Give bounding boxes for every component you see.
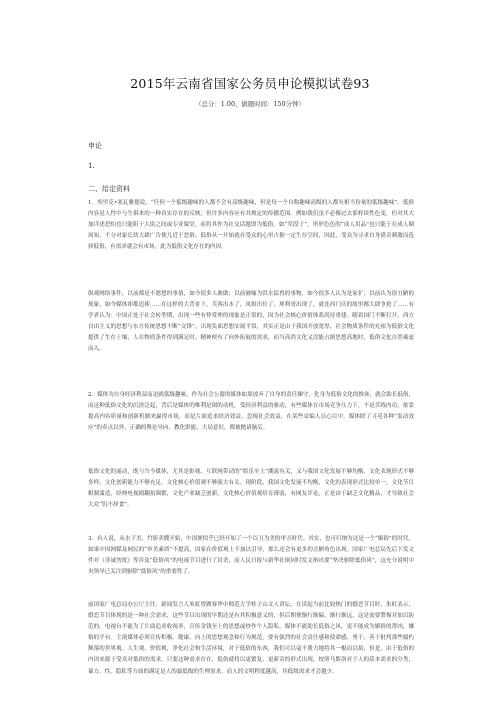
page-title: 2015年云南省国家公务员申论模拟试卷93 [130,76,370,91]
section-title: 申论 [88,142,102,150]
exam-info: （总分：1.00，做题时间：150分钟） [195,100,305,108]
question-number: 1. [88,162,95,170]
paragraph-5: 3．有人说，从水子美、竹影卖嫂开始，中国便似乎已经开始了一个以丑为美的审丑时代。其实，也可归纳为这是一个“媚俗”的时代。如果中国网媒及网民的“审美素质”不提高，国家在价值观上不加以引导，那么还会有更多的丑陋角色出现。国家广电总局先后下发文件对《非诚勿扰》等涉及“低俗风”的电视节目进行了封杀，而人民日报与新华社则同时发文指出要“坚决驱除低俗风”，这充分说明中央领导已关注到驱除“低俗风”的重要性了。 [88,536,414,576]
paragraph-4: 低俗文化的涌动，既与当今媒体，尤其是影视、互联网带动的“娱乐至上”潮流有关，又与我国文化发展不够均衡，文化表现形式不够多样，文化创新能力不够充足，文化核心价值观不够强大有关。现阶段，我国文化发展不均衡，文化的表现形式比较单一，文化节目粗制滥造，经典电视剧翻拍频繁，文化产业缺乏创新，文化核心价值观培育薄弱，有网友评论，正是由于缺乏文化精品，才导致社会大众“饥不择食”。 [88,469,414,509]
paragraph-2: 纵观网络事件，以前都是不愿想的事情，如今很多人敢做；以前被喻为洪水猛兽的事物，如今很多人认为是家犷；以前认为很丑陋的现象，如今媒体却都追捧……在这样的大背景下，芙蓉出水了，凤姐出位了，犀利哥出现了，就连西门庆的故里都大肆争抢了……有学者认为：中国正处于社会转型期，出现一些有悖常理的现象是正常的，因为社会核心价值体系尚待重建。随着国门不断打开，西方自由主义的思想与东方传统思想不断“交锋”，出现负面思想实属平常，其实正是由于我国开放宽厚，社会物质条件的充裕为低俗文化提供了生存土壤，人在物质条件得到满足时，精神便有了向外拓展的需求，而当高尚文化又没能占据思想高地时，低俗文化自然乘虚而入。 [88,291,414,353]
paragraph-6: 前国家广电总局办公厅主任、新闻发言人朱虹曾做客华中师范大学桂子山文人讲坛，在谈起当前比较热门的婚恋节目时，朱虹表示，婚恋节目体现的是一种社会需求，这些节目出现的早期还是有其积极意义的，但后期便渐行渐偏，渐行渐远，这是需要警惕并加以防范的。电视台不能为了片面追求收视率，宣传金钱至上的思想或炒作个人隐私，媒体不能助长低俗之风，更不能成为媚俗的帮凶，嫌俗的平台。主流媒体必须宣传积极、健康、向上的思想观念和行为规范，要有强烈的社会责任感和使命感，勇于、善于批判那些腐朽颓落的世界观、人生观、价值观，净化社会和生活环境，对于低俗的东西，我们可以毫不费力地将其一棍而以拍，但是，由于低俗的内因来源于受众对低俗的需求，只要这种需求存在，低俗就将以更繁复、更新奇的形式出现，按照马斯洛对于人的基本需求的分类，暴力、性、隐私等方面的满足是人的最低级的生理需求，而人的文明程度越高，其低级需求才会越少， [88,602,414,675]
paragraph-1: 1．埃里克•塞瓦雅德说，“任何一个低级趣味的人都不会有高级趣味，但是每一个自称趣味高级的人都有相当份量的低级趣味”。低俗内容是人性中与生俱来的一种真实存在的反映，但许多内容应有其规定的传播范围。例如我们虽不必像过去那样谈性色变，但对其大加详述恐怕也只能阻于大街之间或专业课堂，而将其作为社交话题即为低俗，如“荤段子”，形形色色的“成人用品”也只能于在成人圈周知，不分对象长幼大肆广告便几近于恶俗。低俗从一开始就在受众的心里占据一定生存空间，因此，受众为寻求自身猎奇刺激而选择低俗，有需求就会有市场，此为低俗文化存在的内因。 [88,200,414,251]
paragraph-3: 2．媒体为自身经济利益而迫就低级趣味。作为社会公器的媒体如果放弃了自身的责任操守，化身为低俗文化的推客，就会助长低俗，而这种低俗文化的沉渣泛起，背后是媒体的唯利是图的动机。受经济利益的驱动，有些媒体在市场竞争压力下，不是苦练内功，依靠提高内容质量和创新机制来赢得市场，而是片面追求经济效益，忽视社会效益，在某些采编人员心目中，媒体除了寻觅各种“轰动效应”的卖点以外，正确的舆论导向、教化职能、大局意识，都被抛诸脑后。 [88,392,414,432]
subsection-title: 二、给定资料 [88,185,130,193]
